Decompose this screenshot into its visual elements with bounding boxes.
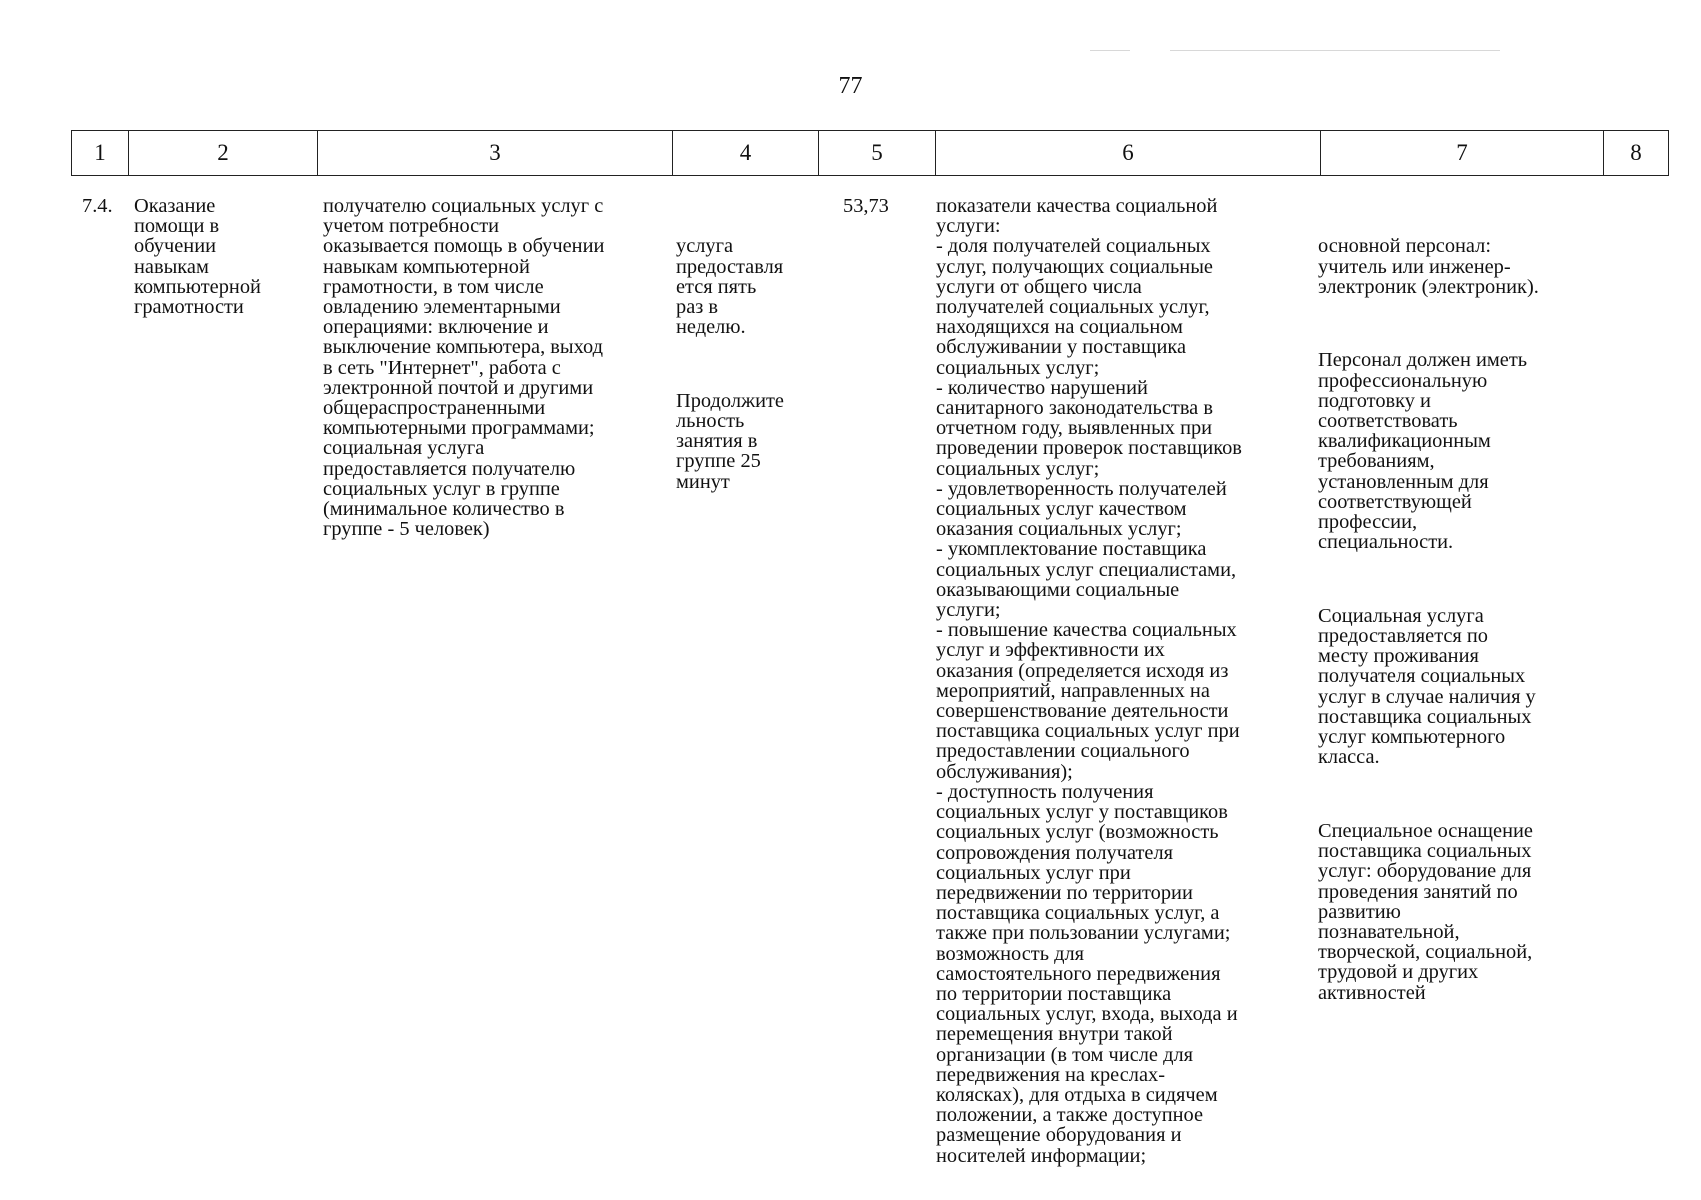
- quality-indicators: показатели качества социальной услуги: - доля получателей социальных услуг, получающих социальные услуги от общего числа получателей социальных услуг, находящихся на социальном обслуживании у поставщика социальных услуг; - количество нарушений санитарного законодательства в отчетном году, выявленных при проведении проверок поставщиков социальных услуг; - удовлетворенность получателей социальных услуг качеством оказания социальных услуг; - укомплектование поставщика социальных услуг специалистами, оказывающими социальные услуги; - повышение качества социальных услуг и эффективности их оказания (определяется исходя из мероприятий, направленных на совершенствование деятельности поставщика социальных услуг при предоставлении социального обслуживания); - доступность получения социальных услуг у поставщиков социальных услуг (возможность сопровождения получателя социальных услуг при передвижении по территории поставщика социальных услуг, а также при пользовании услугами; возможность для самостоятельного передвижения по территории поставщика социальных услуг, входа, выхода и перемещения внутри такой организации (в том числе для передвижения на креслах- колясках), для отдыха в сидячем положении, а также доступное размещение оборудования и носителей информации;: [936, 195, 1242, 1167]
- column-header-2: 2: [129, 131, 318, 176]
- service-frequency-cell: [676, 196, 784, 532]
- column-header-4: 4: [673, 131, 819, 176]
- service-tariff: 53,73: [843, 195, 889, 217]
- service-frequency: услуга предоставля ется пять раз в неделю.: [676, 235, 784, 339]
- service-number: 7.4.: [82, 195, 113, 217]
- column-header-6: 6: [936, 131, 1321, 176]
- column-header-1: 1: [72, 131, 129, 176]
- scan-artifact: [1090, 50, 1130, 51]
- service-duration: Продолжите льность занятия в группе 25 минут: [676, 389, 784, 493]
- page-number: 77: [838, 73, 863, 99]
- column-number-header: [71, 130, 1669, 176]
- service-description: получателю социальных услуг с учетом потребности оказывается помощь в обучении навыкам компьютерной грамотности, в том числе овладению элементарными операциями: включение и выключение компьютера, выход в сеть "Интернет", работа с электронной почтой и другими общераспространенными компьютерными программами; социальная услуга предоставляется получателю социальных услуг в группе (минимальное количество в группе - 5 человек): [323, 195, 605, 541]
- conditions-location: Социальная услуга предоставляется по месту проживания получателя социальных услуг в случае наличия у поставщика социальных услуг компьютерного класса.: [1318, 604, 1536, 769]
- service-name: Оказание помощи в обучении навыкам компьютерной грамотности: [134, 195, 261, 319]
- conditions-staff: основной персонал: учитель или инженер- электроник (электроник).: [1318, 235, 1539, 298]
- column-header-8: 8: [1604, 131, 1669, 176]
- service-conditions: [1318, 196, 1539, 1043]
- column-header-7: 7: [1321, 131, 1604, 176]
- conditions-qualification: Персонал должен иметь профессиональную подготовку и соответствовать квалификационным требованиям, установленным для соответствующей профессии, специальности.: [1318, 349, 1528, 554]
- column-header-5: 5: [819, 131, 936, 176]
- scan-artifact: [1170, 50, 1500, 51]
- column-header-3: 3: [318, 131, 673, 176]
- conditions-equipment: Специальное оснащение поставщика социальных услуг: оборудование для проведения занятий по развитию познавательной, творческой, социальной, трудовой и других активностей: [1318, 819, 1533, 1004]
